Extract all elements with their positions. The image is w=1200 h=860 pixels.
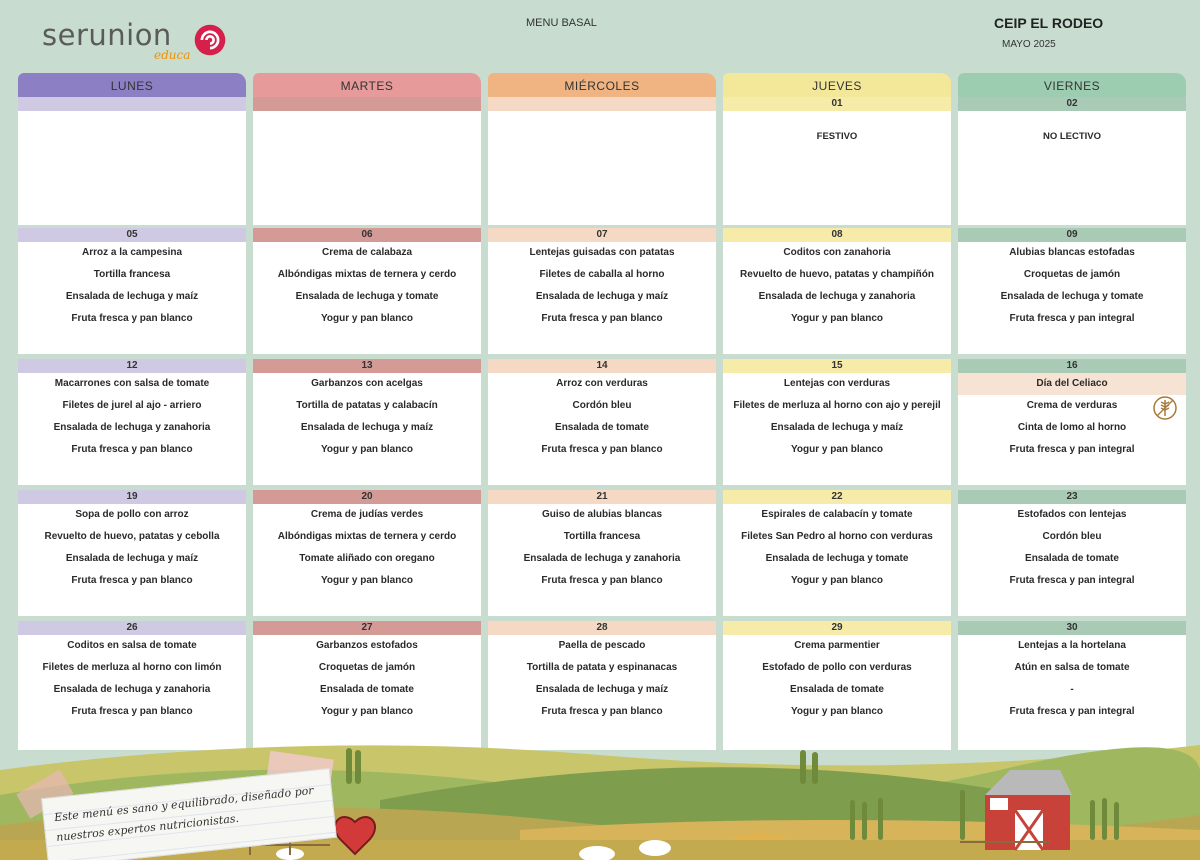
month-label: MAYO 2025 (1002, 39, 1056, 50)
menu-day-cell (488, 228, 716, 354)
day-number: 29 (723, 621, 951, 635)
dish-item: Ensalada de lechuga y zanahoria (523, 553, 681, 564)
serunion-swirl-icon (192, 22, 228, 58)
dish-item: Ensalada de lechuga y zanahoria (53, 684, 211, 695)
dish-item: Filetes de merluza al horno con ajo y perejil (733, 400, 941, 411)
gluten-free-wheat-icon (1152, 395, 1178, 425)
dish-item: Macarrones con salsa de tomate (54, 378, 210, 389)
dish-item: Lentejas a la hortelana (1018, 640, 1126, 651)
dish-item: Crema parmentier (794, 640, 880, 651)
day-number: 30 (958, 621, 1186, 635)
dish-item: Fruta fresca y pan blanco (541, 313, 663, 324)
dish-item: Ensalada de lechuga y maíz (770, 422, 904, 433)
dish-item: Fruta fresca y pan blanco (541, 706, 663, 717)
dish-item: Guiso de alubias blancas (541, 509, 663, 520)
menu-day-cell (18, 97, 246, 225)
dish-item: Filetes de jurel al ajo - arriero (62, 400, 202, 411)
dish-item: Ensalada de lechuga y maíz (65, 291, 199, 302)
day-number: 08 (723, 228, 951, 242)
dish-item: Albóndigas mixtas de ternera y cerdo (277, 269, 457, 280)
dish-item: Tortilla francesa (563, 531, 641, 542)
dish-item: Filetes San Pedro al horno con verduras (741, 531, 933, 542)
dish-item: Crema de calabaza (321, 247, 413, 258)
day-header-lunes: LUNES (18, 73, 246, 97)
dish-item: Fruta fresca y pan blanco (541, 575, 663, 586)
day-number: 07 (488, 228, 716, 242)
menu-day-cell (723, 359, 951, 485)
menu-day-cell (488, 359, 716, 485)
dish-item: Fruta fresca y pan blanco (71, 313, 193, 324)
serunion-logo (42, 18, 242, 64)
dish-item: Ensalada de lechuga y zanahoria (53, 422, 211, 433)
menu-day-cell (723, 490, 951, 616)
dish-item: Revuelto de huevo, patatas y cebolla (44, 531, 220, 542)
dish-item: Cordón bleu (1042, 531, 1102, 542)
dish-item: Croquetas de jamón (318, 662, 416, 673)
dish-item: Cordón bleu (572, 400, 632, 411)
dish-item: Yogur y pan blanco (320, 444, 414, 455)
dish-item: Yogur y pan blanco (790, 706, 884, 717)
dish-item: Tortilla de patatas y calabacín (296, 400, 438, 411)
menu-day-cell (18, 359, 246, 485)
dish-item: Ensalada de lechuga y tomate (765, 553, 909, 564)
dish-item: Ensalada de lechuga y maíz (300, 422, 434, 433)
dish-item: Ensalada de tomate (320, 684, 414, 695)
dish-item: Estofados con lentejas (1017, 509, 1127, 520)
day-number: 19 (18, 490, 246, 504)
day-number: 15 (723, 359, 951, 373)
dish-item: Ensalada de lechuga y tomate (1000, 291, 1144, 302)
celiac-day-label: Día del Celiaco (958, 373, 1186, 395)
menu-day-cell (253, 490, 481, 616)
dish-item: Ensalada de lechuga y zanahoria (758, 291, 916, 302)
dish-item: - (1070, 684, 1074, 695)
dish-item: Fruta fresca y pan integral (1009, 313, 1135, 324)
brand-name: serunion (42, 18, 172, 52)
dish-item: Ensalada de tomate (790, 684, 884, 695)
dish-item: Lentejas guisadas con patatas (529, 247, 675, 258)
dish-item: Revuelto de huevo, patatas y champiñón (740, 269, 934, 280)
menu-day-cell (253, 359, 481, 485)
school-name: CEIP EL RODEO (994, 15, 1104, 31)
menu-day-cell (18, 490, 246, 616)
dish-item: Croquetas de jamón (1023, 269, 1121, 280)
menu-day-cell (723, 228, 951, 354)
day-header-martes: MARTES (253, 73, 481, 97)
menu-day-cell (723, 97, 951, 225)
dish-item: Tortilla de patata y espinanacas (526, 662, 678, 673)
day-number: 05 (18, 228, 246, 242)
dish-item: Filetes de caballa al horno (539, 269, 665, 280)
menu-day-cell (253, 228, 481, 354)
dish-item: Fruta fresca y pan blanco (541, 444, 663, 455)
day-number: 06 (253, 228, 481, 242)
dish-item: Alubias blancas estofadas (1009, 247, 1135, 258)
dish-item: Ensalada de lechuga y tomate (295, 291, 439, 302)
header (0, 0, 1200, 70)
dish-item: Tortilla francesa (93, 269, 171, 280)
dish-item: Coditos con zanahoria (783, 247, 891, 258)
menu-type: MENU BASAL (526, 17, 597, 29)
day-number: 22 (723, 490, 951, 504)
day-number: 02 (958, 97, 1186, 111)
menu-day-cell (18, 228, 246, 354)
dish-item: Lentejas con verduras (783, 378, 891, 389)
dish-item: Crema de verduras (1026, 400, 1118, 411)
dish-item: Estofado de pollo con verduras (762, 662, 912, 673)
dish-item: Ensalada de tomate (555, 422, 649, 433)
dish-item: Atún en salsa de tomate (1014, 662, 1130, 673)
day-number (253, 97, 481, 111)
special-day-label: NO LECTIVO (1042, 131, 1102, 142)
brand-sub: educa (154, 48, 191, 62)
day-number: 01 (723, 97, 951, 111)
dish-item: Espirales de calabacín y tomate (761, 509, 913, 520)
day-number: 20 (253, 490, 481, 504)
day-number: 27 (253, 621, 481, 635)
dish-item: Garbanzos estofados (316, 640, 418, 651)
dish-item: Fruta fresca y pan blanco (71, 575, 193, 586)
day-number: 09 (958, 228, 1186, 242)
dish-item: Fruta fresca y pan integral (1009, 444, 1135, 455)
dish-item: Yogur y pan blanco (790, 575, 884, 586)
dish-item: Tomate aliñado con oregano (299, 553, 435, 564)
dish-item: Filetes de merluza al horno con limón (42, 662, 222, 673)
dish-item: Yogur y pan blanco (320, 575, 414, 586)
day-header-viernes: VIERNES (958, 73, 1186, 97)
day-number (18, 97, 246, 111)
day-header-jueves: JUEVES (723, 73, 951, 97)
dish-item: Fruta fresca y pan integral (1009, 706, 1135, 717)
dish-item: Yogur y pan blanco (320, 313, 414, 324)
day-number: 13 (253, 359, 481, 373)
day-number: 23 (958, 490, 1186, 504)
dish-item: Cinta de lomo al horno (1017, 422, 1127, 433)
day-number: 28 (488, 621, 716, 635)
dish-item: Fruta fresca y pan integral (1009, 575, 1135, 586)
dish-item: Ensalada de tomate (1025, 553, 1119, 564)
dish-item: Garbanzos con acelgas (311, 378, 423, 389)
day-header-miercoles: MIÉRCOLES (488, 73, 716, 97)
dish-item: Albóndigas mixtas de ternera y cerdo (277, 531, 457, 542)
dish-item: Crema de judías verdes (310, 509, 424, 520)
menu-day-cell (958, 490, 1186, 616)
day-number (488, 97, 716, 111)
dish-item: Arroz con verduras (556, 378, 648, 389)
dish-item: Ensalada de lechuga y maíz (535, 684, 669, 695)
dish-item: Yogur y pan blanco (790, 313, 884, 324)
special-day-label: FESTIVO (816, 131, 858, 142)
day-number: 12 (18, 359, 246, 373)
day-number: 14 (488, 359, 716, 373)
menu-day-cell (253, 97, 481, 225)
dish-item: Arroz a la campesina (81, 247, 183, 258)
menu-day-cell (958, 359, 1186, 485)
dish-item: Paella de pescado (558, 640, 646, 651)
day-number: 26 (18, 621, 246, 635)
menu-day-cell (488, 97, 716, 225)
menu-day-cell (488, 490, 716, 616)
dish-item: Yogur y pan blanco (320, 706, 414, 717)
day-number: 21 (488, 490, 716, 504)
dish-item: Fruta fresca y pan blanco (71, 444, 193, 455)
day-number: 16 (958, 359, 1186, 373)
menu-day-cell (958, 228, 1186, 354)
dish-item: Ensalada de lechuga y maíz (65, 553, 199, 564)
dish-item: Sopa de pollo con arroz (75, 509, 189, 520)
menu-day-cell (958, 97, 1186, 225)
dish-item: Yogur y pan blanco (790, 444, 884, 455)
dish-item: Fruta fresca y pan blanco (71, 706, 193, 717)
nutrition-note-text: Este menú es sano y equilibrado, diseñado por nuestros expertos nutricionistas. (53, 783, 315, 844)
dish-item: Coditos en salsa de tomate (67, 640, 197, 651)
dish-item: Ensalada de lechuga y maíz (535, 291, 669, 302)
